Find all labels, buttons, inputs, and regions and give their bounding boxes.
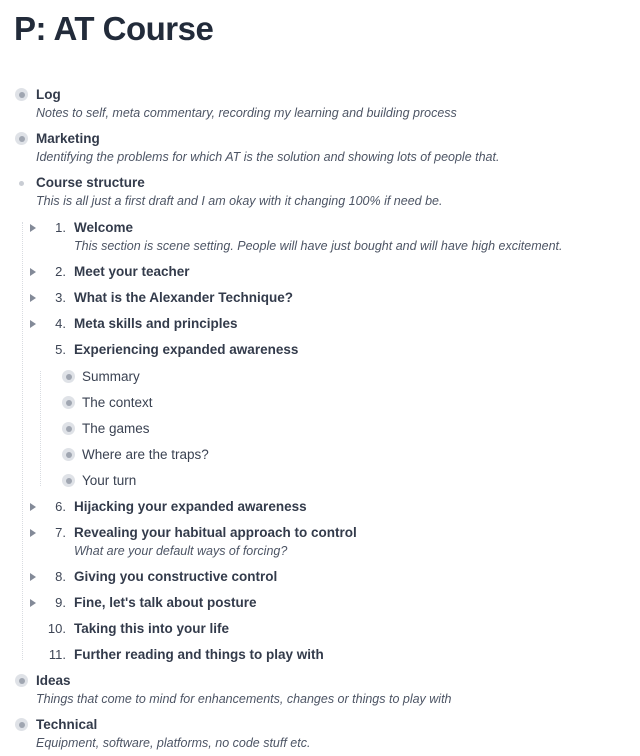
children-container (14, 369, 626, 488)
outline-row (14, 316, 626, 331)
item-label[interactable]: Summary (82, 369, 140, 384)
item-text (82, 473, 136, 488)
outline-row (14, 131, 626, 164)
list-number: 7. (55, 525, 66, 540)
outline-item (14, 87, 626, 120)
expand-toggle[interactable] (30, 525, 44, 537)
expand-toggle[interactable] (30, 220, 44, 232)
collapse-arrow-icon[interactable] (30, 224, 36, 232)
item-label[interactable]: Ideas (36, 673, 71, 688)
collapse-arrow-icon[interactable] (30, 573, 36, 581)
list-number: 2. (55, 264, 66, 279)
bullet-gutter (62, 447, 82, 461)
outline-row (14, 647, 626, 662)
bullet-gutter (62, 421, 82, 435)
outline-item (14, 175, 626, 662)
item-label[interactable]: Welcome (74, 220, 134, 235)
item-label[interactable]: The games (82, 421, 150, 436)
item-label[interactable]: Marketing (36, 131, 100, 146)
expand-toggle[interactable] (30, 569, 44, 581)
bullet-gutter (62, 395, 82, 409)
list-number: 8. (55, 569, 66, 584)
item-text (82, 447, 209, 462)
outline-item (14, 220, 626, 253)
outline-item (14, 447, 626, 462)
outline-item (14, 621, 626, 636)
item-note[interactable]: Identifying the problems for which AT is the solution and showing lots of people that. (36, 150, 500, 164)
expand-toggle[interactable] (30, 595, 44, 607)
item-label[interactable]: Fine, let's talk about posture (74, 595, 257, 610)
item-text (74, 525, 357, 558)
outline-item (14, 131, 626, 164)
item-label[interactable]: The context (82, 395, 153, 410)
outline-item (14, 473, 626, 488)
bullet-ring-icon[interactable] (62, 370, 75, 383)
outline-row (14, 499, 626, 514)
outline-row (14, 290, 626, 305)
outline-item (14, 569, 626, 584)
outline-row (14, 342, 626, 357)
outline-item (14, 369, 626, 384)
item-text (74, 621, 229, 636)
list-number: 9. (55, 595, 66, 610)
outline-row (14, 220, 626, 253)
bullet-gutter (14, 175, 36, 186)
outline-item (14, 421, 626, 436)
children-container (14, 220, 626, 662)
item-note[interactable]: This section is scene setting. People will have just bought and will have high excitement. (74, 239, 563, 253)
item-text (74, 220, 562, 253)
item-text (36, 175, 442, 208)
outline-row (14, 87, 626, 120)
item-label[interactable]: Giving you constructive control (74, 569, 278, 584)
item-label[interactable]: Where are the traps? (82, 447, 209, 462)
collapse-arrow-icon[interactable] (30, 294, 36, 302)
list-number: 3. (55, 290, 66, 305)
expand-toggle[interactable] (30, 499, 44, 511)
list-number: 10. (47, 621, 66, 636)
list-number: 11. (48, 647, 66, 662)
expand-toggle-placeholder (30, 647, 44, 651)
outline-item (14, 525, 626, 558)
item-text (74, 647, 324, 662)
item-note[interactable]: This is all just a first draft and I am okay with it changing 100% if need be. (36, 194, 443, 208)
outline-item (14, 717, 626, 750)
collapse-arrow-icon[interactable] (30, 503, 36, 511)
outline-item (14, 290, 626, 305)
bullet-gutter (62, 473, 82, 487)
outline-row (14, 717, 626, 750)
outline-row (14, 621, 626, 636)
bullet-ring-icon[interactable] (62, 396, 75, 409)
outline-row (14, 569, 626, 584)
outline-row (14, 369, 626, 384)
bullet-gutter (62, 369, 82, 383)
item-text (74, 499, 307, 514)
item-label[interactable]: Further reading and things to play with (74, 647, 324, 662)
outline-row (14, 395, 626, 410)
item-note[interactable]: Notes to self, meta commentary, recording my learning and building process (36, 106, 457, 120)
bullet-gutter (14, 673, 36, 687)
bullet-ring-icon[interactable] (15, 132, 28, 145)
outline-row (14, 421, 626, 436)
outline-row (14, 175, 626, 208)
expand-toggle[interactable] (30, 316, 44, 328)
bullet-dot-icon[interactable] (19, 181, 24, 186)
item-text (36, 673, 452, 706)
outline-row (14, 673, 626, 706)
item-text (36, 131, 499, 164)
list-number: 6. (55, 499, 66, 514)
bullet-ring-icon[interactable] (15, 718, 28, 731)
item-label[interactable]: Revealing your habitual approach to control (74, 525, 357, 540)
bullet-ring-icon[interactable] (62, 422, 75, 435)
item-text (74, 316, 238, 331)
item-note[interactable]: Things that come to mind for enhancements, changes or things to play with (36, 692, 452, 706)
bullet-ring-icon[interactable] (15, 88, 28, 101)
item-label[interactable]: What is the Alexander Technique? (74, 290, 294, 305)
item-label[interactable]: Taking this into your life (74, 621, 230, 636)
list-number: 1. (55, 220, 66, 235)
collapse-arrow-icon[interactable] (30, 529, 36, 537)
bullet-ring-icon[interactable] (62, 448, 75, 461)
item-note[interactable]: What are your default ways of forcing? (74, 544, 288, 558)
outline-item (14, 595, 626, 610)
page-title[interactable]: P: AT Course (14, 10, 214, 47)
outline-row (14, 473, 626, 488)
collapse-arrow-icon[interactable] (30, 599, 36, 607)
item-text (74, 264, 190, 279)
collapse-arrow-icon[interactable] (30, 320, 36, 328)
item-text (74, 290, 293, 305)
item-label[interactable]: Experiencing expanded awareness (74, 342, 299, 357)
expand-toggle-placeholder (30, 342, 44, 346)
item-label[interactable]: Log (36, 87, 61, 102)
bullet-ring-icon[interactable] (62, 474, 75, 487)
item-label[interactable]: Hijacking your expanded awareness (74, 499, 307, 514)
outline-row (14, 595, 626, 610)
outline-item (14, 647, 626, 662)
outline-row (14, 525, 626, 558)
bullet-gutter (14, 87, 36, 101)
item-text (36, 717, 310, 750)
item-label[interactable]: Meta skills and principles (74, 316, 238, 331)
outline (14, 87, 626, 750)
outline-item (14, 499, 626, 514)
outline-item (14, 673, 626, 706)
expand-toggle-placeholder (30, 621, 44, 625)
list-number: 5. (55, 342, 66, 357)
bullet-gutter (14, 717, 36, 731)
collapse-arrow-icon[interactable] (30, 268, 36, 276)
item-label[interactable]: Meet your teacher (74, 264, 190, 279)
item-label[interactable]: Technical (36, 717, 98, 732)
item-text (74, 342, 298, 357)
outline-row (14, 447, 626, 462)
outline-item (14, 316, 626, 331)
outline-item (14, 395, 626, 410)
bullet-gutter (14, 131, 36, 145)
item-label[interactable]: Your turn (82, 473, 137, 488)
item-text (74, 569, 277, 584)
list-number: 4. (55, 316, 66, 331)
item-text (74, 595, 257, 610)
outline-item (14, 342, 626, 488)
bullet-ring-icon[interactable] (15, 674, 28, 687)
outline-item (14, 264, 626, 279)
item-text (82, 421, 150, 436)
outline-row (14, 264, 626, 279)
item-note[interactable]: Equipment, software, platforms, no code stuff etc. (36, 736, 311, 750)
expand-toggle[interactable] (30, 290, 44, 302)
expand-toggle[interactable] (30, 264, 44, 276)
item-text (36, 87, 457, 120)
item-text (82, 395, 153, 410)
item-text (82, 369, 140, 384)
item-label[interactable]: Course structure (36, 175, 145, 190)
